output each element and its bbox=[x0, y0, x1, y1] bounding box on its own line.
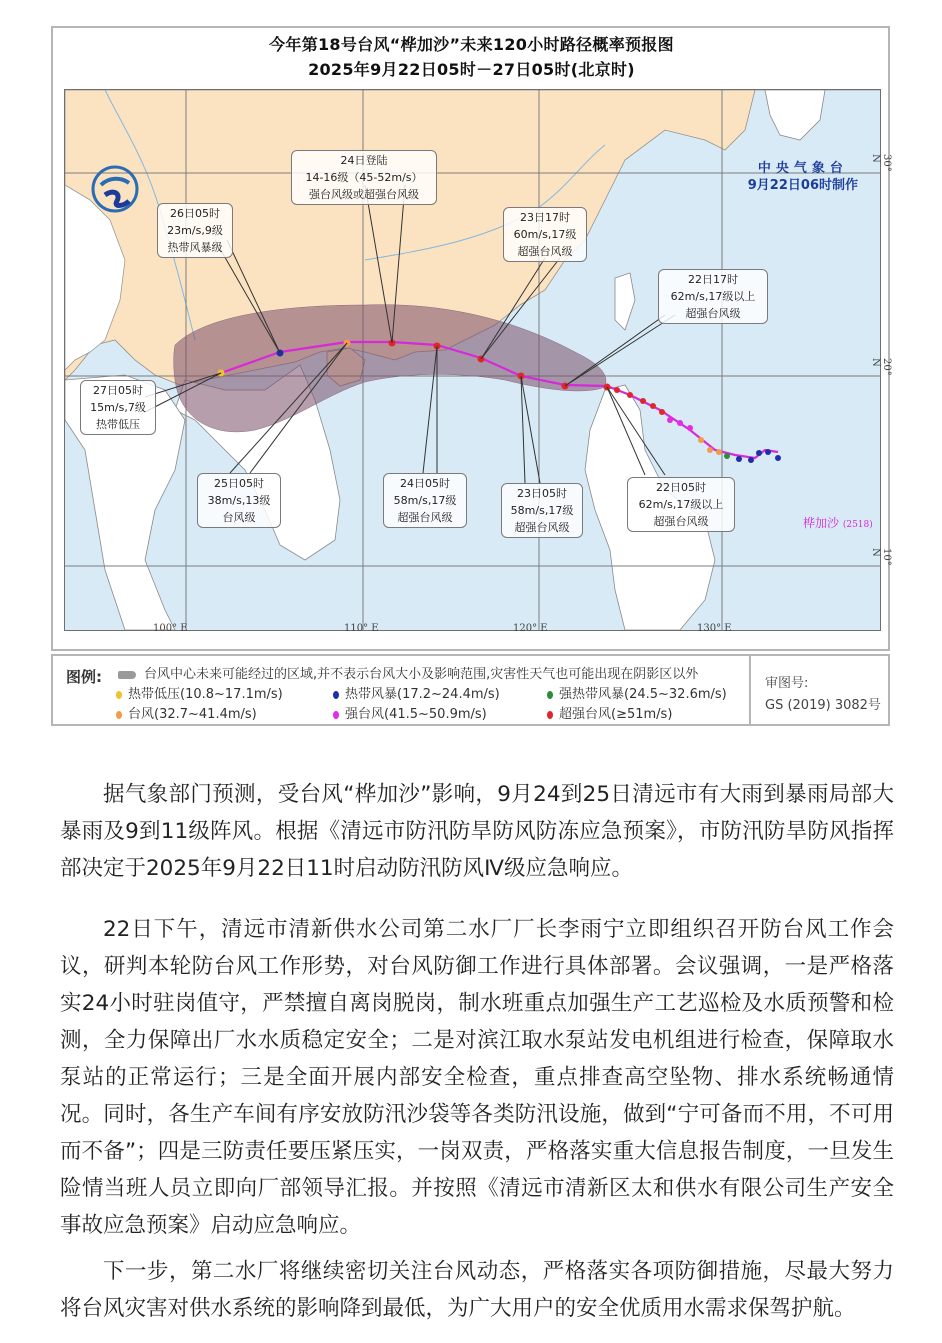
callout-line: 15m/s,7级 bbox=[90, 401, 146, 414]
callout-line: 14-16级（45-52m/s） bbox=[305, 171, 423, 184]
legend-item-label: 超强台风(≥51m/s) bbox=[559, 707, 673, 722]
callout-line: 62m/s,17级以上 bbox=[638, 498, 724, 511]
callout-line: 超强台风级 bbox=[397, 511, 453, 524]
paragraph-text: 22日下午，清远市清新供水公司第二水厂厂长李雨宁立即组织召开防台风工作会议，研判本轮防台风工作形势，对台风防御工作进行具体部署。会议强调，一是严格落实24小时驻岗值守，严禁擅自离岗脱岗，制水班重点加强生产工艺巡检及水质预警和检测，全力保障出厂水水质稳定安全；二是对滨江取水泵站发电机组进行检查，保障取水泵站的正常运行；三是全面开展内部安全检查，重点排查高空坠物、排水系统畅通情况。同时，各生产车间有序安放防汛沙袋等各类防汛设施，做到“宁可备而不用，不可用而不备”；四是三防责任要压紧压实，一岗双责，严格落实重大信息报告制度，一旦发生险情当班人员立即向厂部领导汇报。并按照《清远市清新区太和供水有限公司生产安全事故应急预案》启动应急响应。 bbox=[60, 917, 894, 1238]
lon-label-120: 120° E bbox=[513, 623, 548, 634]
lat-label-20: 20° N bbox=[870, 358, 892, 376]
map-legend bbox=[51, 654, 890, 726]
legend-item-sts bbox=[547, 683, 727, 702]
dot-icon bbox=[333, 691, 339, 699]
legend-item-label: 热带低压(10.8~17.1m/s) bbox=[128, 687, 283, 702]
callout-line: 24日05时 bbox=[400, 477, 450, 490]
dot-icon bbox=[547, 711, 553, 719]
typhoon-label bbox=[803, 514, 873, 531]
callout-line: 热带风暴级 bbox=[167, 241, 223, 254]
callout-line: 23日17时 bbox=[520, 211, 570, 224]
callout-line: 38m/s,13级 bbox=[207, 494, 271, 507]
callout-22d05 bbox=[627, 477, 735, 532]
callout-line: 台风级 bbox=[222, 511, 256, 524]
dot-icon bbox=[116, 711, 122, 719]
callout-line: 60m/s,17级 bbox=[513, 228, 577, 241]
paragraph-text: 下一步，第二水厂将继续密切关注台风动态，严格落实各项防御措施，尽最大努力将台风灾害对供水系统的影响降到最低，为广大用户的安全优质用水需求保驾护航。 bbox=[60, 1259, 894, 1321]
legend-area-text: 台风中心未来可能经过的区域,并不表示台风大小及影响范围,灾害性天气也可能出现在阴影区以外 bbox=[144, 667, 699, 682]
dot-icon bbox=[547, 691, 553, 699]
callout-line: 23m/s,9级 bbox=[167, 224, 223, 237]
legend-item-label: 强台风(41.5~50.9m/s) bbox=[345, 707, 487, 722]
callout-line: 62m/s,17级以上 bbox=[670, 290, 756, 303]
legend-divider bbox=[749, 656, 751, 724]
callout-line: 27日05时 bbox=[93, 384, 143, 397]
callout-line: 超强台风级 bbox=[653, 515, 709, 528]
legend-item-ty bbox=[116, 703, 257, 722]
callout-line: 24日登陆 bbox=[340, 154, 388, 167]
dot-icon bbox=[333, 711, 339, 719]
article-paragraph-1 bbox=[60, 776, 894, 887]
callout-line: 强台风级或超强台风级 bbox=[309, 188, 419, 201]
lon-label-130: 130° E bbox=[697, 623, 732, 634]
callout-line: 超强台风级 bbox=[517, 245, 573, 258]
agency-name: 中央气象台 bbox=[757, 161, 848, 176]
callout-line: 超强台风级 bbox=[514, 521, 570, 534]
typhoon-code: (2518) bbox=[842, 520, 873, 530]
legend-item-superty bbox=[547, 703, 672, 722]
lat-label-10: 10° N bbox=[870, 548, 892, 566]
logo-icon bbox=[91, 165, 139, 213]
paragraph-text: 据气象部门预测，受台风“桦加沙”影响，9月24到25日清远市有大雨到暴雨局部大暴雨及9到11级阵风。根据《清远市防汛防旱防风防冻应急预案》，市防汛防旱防风指挥部决定于2025年9月22日11时启动防汛防风Ⅳ级应急响应。 bbox=[60, 782, 894, 881]
callout-landfall bbox=[291, 150, 437, 205]
callout-26d05 bbox=[157, 203, 233, 258]
callout-line: 25日05时 bbox=[214, 477, 264, 490]
figure-title: 今年第18号台风“桦加沙”未来120小时路径概率预报图 bbox=[269, 35, 674, 54]
legend-area-note bbox=[118, 663, 698, 682]
article-paragraph-3 bbox=[60, 1253, 894, 1327]
review-label: 审图号: bbox=[765, 676, 809, 691]
callout-27d05 bbox=[80, 380, 156, 435]
callout-23d17 bbox=[503, 207, 587, 262]
callout-line: 23日05时 bbox=[517, 487, 567, 500]
legend-item-label: 强热带风暴(24.5~32.6m/s) bbox=[559, 687, 727, 702]
callout-25d05 bbox=[197, 473, 281, 528]
legend-item-td bbox=[116, 683, 283, 702]
callout-line: 22日05时 bbox=[656, 481, 706, 494]
figure-subtitle: 2025年9月22日05时－27日05时(北京时) bbox=[308, 60, 635, 79]
cma-logo bbox=[91, 165, 139, 213]
typhoon-forecast-figure bbox=[51, 26, 892, 726]
lon-label-100: 100° E bbox=[153, 623, 188, 634]
legend-item-label: 热带风暴(17.2~24.4m/s) bbox=[345, 687, 500, 702]
callout-23d05 bbox=[501, 483, 583, 538]
callout-line: 26日05时 bbox=[170, 207, 220, 220]
legend-item-ts bbox=[333, 683, 500, 702]
agency-stamp bbox=[748, 160, 858, 194]
cone-swatch-icon bbox=[118, 671, 136, 679]
dot-icon bbox=[116, 691, 122, 699]
callout-line: 58m/s,17级 bbox=[393, 494, 457, 507]
legend-item-sty bbox=[333, 703, 487, 722]
lat-label-30: 30° N bbox=[870, 154, 892, 172]
legend-item-label: 台风(32.7~41.4m/s) bbox=[128, 707, 257, 722]
callout-24d05 bbox=[383, 473, 467, 528]
legend-label: 图例: bbox=[66, 668, 102, 686]
agency-made-time: 9月22日06时制作 bbox=[747, 178, 858, 193]
callout-line: 超强台风级 bbox=[685, 307, 741, 320]
lon-label-110: 110° E bbox=[344, 623, 379, 634]
typhoon-track-map bbox=[64, 89, 881, 631]
review-number: GS (2019) 3082号 bbox=[765, 698, 881, 713]
callout-22d17 bbox=[658, 269, 768, 324]
callout-line: 58m/s,17级 bbox=[510, 504, 574, 517]
typhoon-name: 桦加沙 bbox=[803, 516, 840, 530]
article-paragraph-2 bbox=[60, 911, 894, 1244]
callout-line: 热带低压 bbox=[96, 418, 140, 431]
callout-line: 22日17时 bbox=[688, 273, 738, 286]
